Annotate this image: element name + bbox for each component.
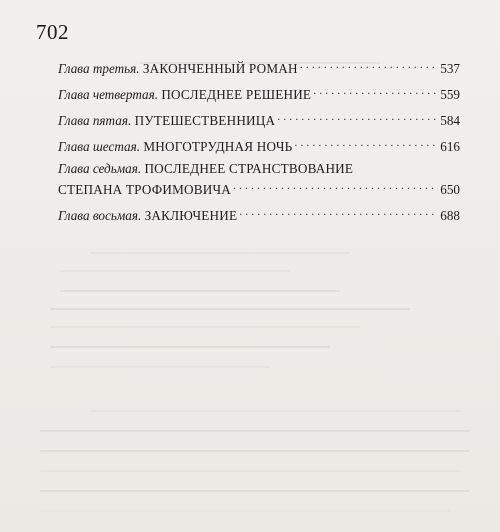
toc-entry	[58, 82, 460, 103]
toc-entry-page: 688	[440, 208, 460, 223]
toc-entry-title: ПОСЛЕДНЕЕ СТРАНСТВОВАНИЕ	[144, 161, 354, 176]
toc-entry-leader	[313, 82, 438, 99]
toc-entry	[58, 160, 460, 198]
toc-entry-title: ПОСЛЕДНЕЕ РЕШЕНИЕ	[161, 87, 312, 102]
show-through-line	[40, 430, 470, 432]
show-through-line	[50, 366, 270, 368]
toc-entry-page: 616	[440, 139, 460, 154]
toc-entry-title: ЗАКОНЧЕННЫЙ РОМАН	[142, 61, 298, 76]
toc-entry-title-continuation: СТЕПАНА ТРОФИМОВИЧА	[58, 182, 231, 197]
show-through-line	[90, 410, 460, 412]
show-through-line	[60, 290, 340, 292]
toc-entry-label: Глава третья.	[58, 61, 140, 76]
toc-entry	[58, 108, 460, 129]
toc-entry-leader	[233, 177, 438, 194]
toc-entry-label: Глава четвертая.	[58, 87, 159, 102]
show-through-line	[40, 450, 470, 452]
toc-entry-title: ПУТЕШЕСТВЕННИЦА	[134, 113, 276, 128]
toc-entry-label: Глава восьмая.	[58, 208, 142, 223]
toc-entry-label: Глава седьмая.	[58, 161, 142, 176]
toc-entry	[58, 134, 460, 155]
toc-entry-title: МНОГОТРУДНАЯ НОЧЬ	[143, 139, 293, 154]
show-through-line	[50, 308, 410, 310]
show-through-line	[40, 510, 450, 512]
toc-entry-leader	[239, 203, 438, 220]
table-of-contents	[58, 56, 460, 224]
show-through-line	[40, 490, 470, 492]
toc-entry-page: 650	[440, 182, 460, 197]
toc-entry-page: 537	[440, 61, 460, 76]
show-through-line	[60, 270, 290, 272]
toc-entry-leader	[277, 108, 438, 125]
toc-entry-label: Глава шестая.	[58, 139, 141, 154]
toc-entry-leader	[294, 134, 438, 151]
toc-entry-page: 584	[440, 113, 460, 128]
toc-entry	[58, 203, 460, 224]
toc-entry	[58, 56, 460, 77]
show-through-line	[50, 326, 360, 328]
toc-entry-label: Глава пятая.	[58, 113, 132, 128]
page-number: 702	[36, 20, 69, 44]
toc-entry-leader	[300, 56, 439, 73]
show-through-line	[90, 252, 350, 254]
toc-entry-title: ЗАКЛЮЧЕНИЕ	[144, 208, 238, 223]
toc-entry-page: 559	[440, 87, 460, 102]
show-through-line	[50, 346, 330, 348]
show-through-line	[40, 470, 460, 472]
